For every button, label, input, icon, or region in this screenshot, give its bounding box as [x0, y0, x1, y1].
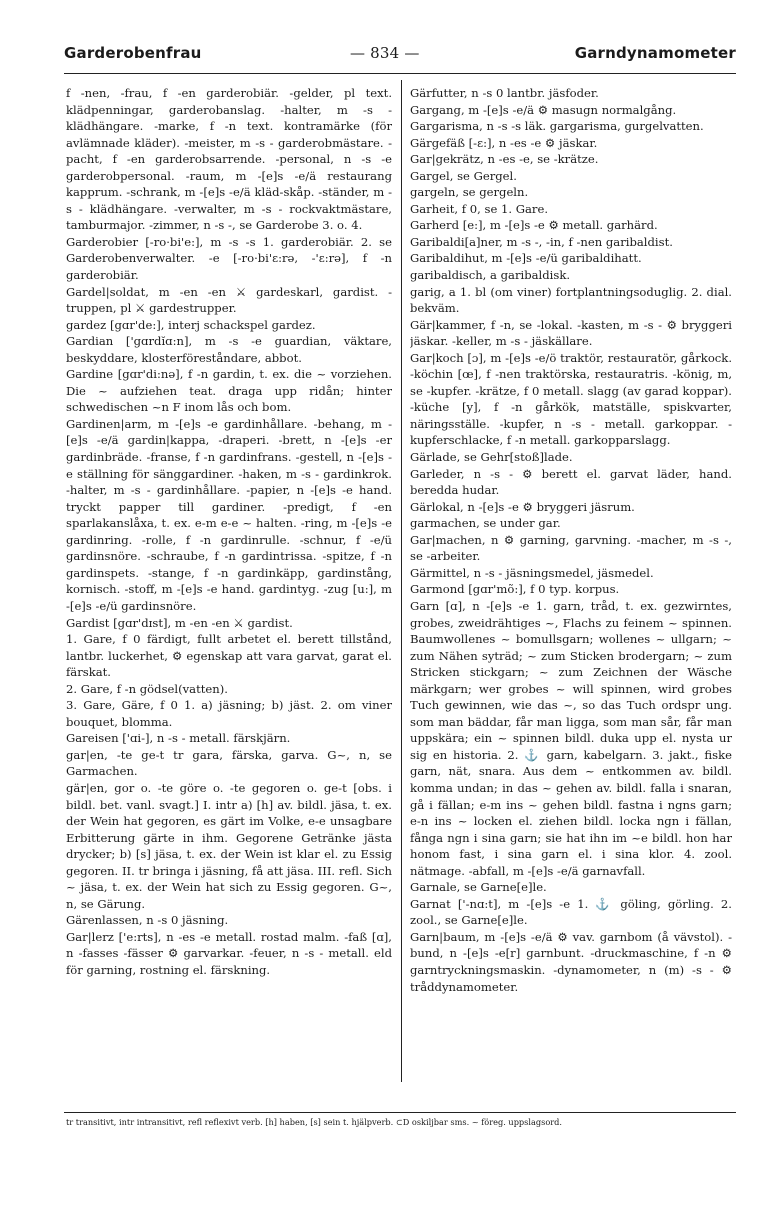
left-column	[66, 85, 392, 1085]
entry-gaerenlassen: Gärenlassen, n -s 0 jäsning.	[66, 913, 229, 928]
entry-garmond: Garmond [gɑr'mõ:], f 0 typ. korpus.	[410, 582, 620, 597]
entry-garibaldihut: Garibaldihut, m -[e]s -e/ü garibaldihatt.	[410, 251, 642, 266]
entry-garn: Garn [ɑ], n -[e]s -e 1. garn, tråd, t. ex. gezwirntes, grobes, zweidrähtiges ~, Flachs zu feinem ~ spinnen. Baumwollenes ~ bomullsgarn; wollenes ~ ullgarn; ~ zum Nähen syträd; ~ zum Sticken brodergarn; ~ zum Stricken stickgarn; ~ zum Zeichnen der Wäsche märkgarn; wer grobes ~ will spinnen, wird grobes Tuch gewinnen, wie das ~, so das Tuch ordspr ung. som man bäddar, får man ligga, som man sår, får man uppskära; ein ~ spinnen bildl. duka upp el. nysta ur sig en historia. 2. ⚓ garn, kabelgarn. 3. jakt., fiske garn, nät, snara. Aus dem ~ entkommen av. bildl. komma undan; in das ~ gehen av. bildl. falla i snaran, gå i fällan; e-m ins ~ gehen bildl. fastna i ngns garn; e-n ins ~ locken el. ziehen bildl. locka ngn i fällan, fånga ngn i sina garn; sie hat ihn im ~e bildl. hon har honom fast, i sina garn el. i sina klor. 4. zool. nätmage. -abfall, m -[e]s -e/ä garnavfall.	[410, 598, 732, 878]
entry-gargeln: gargeln, se gergeln.	[410, 185, 529, 200]
entry-gaermittel: Gärmittel, n -s - jäsningsmedel, jäsmedel.	[410, 565, 654, 580]
entry-gargekraetz: Gar|gekrätz, n -es -e, se -krätze.	[410, 152, 599, 167]
footer-rule	[64, 1112, 736, 1113]
entry-garderobe-compounds: f -nen, -frau, f -en garderobiär. -gelder, pl text. klädpenningar, garderobanslag. -halter, m -s - klädhängare. -marke, f -n text. kontramärke (för avlämnade kläder). -meister, m -s - garderobmästare. -pacht, f -en garderobsarrende. -personal, n -s -e garderobpersonal. -raum, m -[e]s -e/ä restaurang kapprum. -schrank, m -[e]s -e/ä kläd-skåp. -ständer, m -s - klädhängare. -verwalter, m -s - rockvaktmästare, tamburmajor. -zimmer, n -s -, se Garderobe 3. o. 4.	[66, 86, 392, 233]
entry-garnbaum: Garn|baum, m -[e]s -e/ä ⚙ vav. garnbom (å vävstol). -bund, n -[e]s -e[r] garnbunt. -druckmaschine, f -n ⚙ garntryckningsmaskin. -dynamometer, n (m) -s - ⚙ tråddynamometer.	[410, 929, 732, 994]
entry-garherd: Garherd [e:], m -[e]s -e ⚙ metall. garhärd.	[410, 218, 658, 233]
entry-gardian: Gardian ['gɑrdĭɑ:n], m -s -e guardian, väktare, beskyddare, klosterföreståndare, abbot.	[66, 334, 392, 365]
entry-garmachen-verb: garmachen, se under gar.	[410, 516, 561, 531]
entry-gargel: Gargel, se Gergel.	[410, 168, 517, 183]
right-column	[410, 85, 732, 1085]
entry-gargang: Gargang, m -[e]s -e/ä ⚙ masugn normalgång.	[410, 102, 677, 117]
page-header	[64, 44, 736, 70]
header-rule	[64, 73, 736, 74]
entry-garleder: Garleder, n -s - ⚙ berett el. garvat läder, hand. beredda hudar.	[410, 466, 732, 498]
entry-garkoch: Gar|koch [ɔ], m -[e]s -e/ö traktör, restauratör, gårkock. -köchin [œ], f -nen traktörska, restauratris. -könig, m, se -kupfer. -krätze, f 0 metall. slagg (av garad koppar). -küche [y], f -n gårkök, matställe, spiskvarter, näringsställe. -kupfer, n -s - metall. garkoppar. -kupferschlacke, f -n metall. garkopparslagg.	[410, 350, 732, 448]
entry-gaergefaess: Gärgefäß [-ε:], n -es -e ⚙ jäskar.	[410, 135, 598, 150]
entry-gardinen-compounds: Gardinen|arm, m -[e]s -e gardinhållare. -behang, m -[e]s -e/ä gardin|kappa, -draperi. -brett, n -[e]s -er gardinbräde. -franse, f -n gardinfrans. -gestell, n -[e]s -e ställning för sänggardiner. -haken, m -s - gardinkrok. -halter, m -s - gardinhållare. -papier, n -[e]s -e hand. tryckt papper till gardiner. -predigt, f -en sparlakanslåxa, t. ex. e-m e-e ~ halten. -ring, m -[e]s -e gardinring. -rolle, f -n gardinrulle. -schnur, f -e/ü gardinsnöre. -schraube, f -n gardintrissa. -spitze, f -n gardinspets. -stange, f -n gardinkäpp, gardinstång, kornisch. -stoff, m -[e]s -e hand. gardintyg. -zug [u:], m -[e]s -e/ü gardinsnöre.	[66, 416, 392, 613]
entry-garen: gar|en, -te ge-t tr gara, färska, garva. G~, n, se Garmachen.	[66, 747, 392, 779]
entry-gaeren: gär|en, gor o. -te göre o. -te gegoren o. ge-t [obs. i bildl. bet. vanl. svagt.] I. intr a) [h] av. bildl. jäsa, t. ex. der Wein hat gegoren, es gärt im Volke, e-e unsagbare Erbitterung gärte in ihm. Gegorene Getränke jästa drycker; b) [s] jäsa, t. ex. der Wein ist klar el. zu Essig gegoren. II. tr bringa i jäsning, få att jäsa. III. refl. Sich ~ jäsa, t. ex. der Wein hat sich zu Essig gegoren. G~, n, se Gärung.	[66, 780, 392, 911]
header-last-entry: Garndynamometer	[574, 44, 736, 62]
entry-garibaldisch: garibaldisch, a garibaldisk.	[410, 268, 571, 283]
entry-garerz: Gar|lerz ['e:rts], n -es -e metall. rostad malm. -faß [ɑ], n -fasses -fässer ⚙ garvarkar. -feuer, n -s - metall. eld för garning, rostning el. färskning.	[66, 929, 392, 977]
entry-gareisen: Gareisen ['ɑi-], n -s - metall. färskjärn.	[66, 731, 291, 746]
entry-gaerfutter: Gärfutter, n -s 0 lantbr. jäsfoder.	[410, 86, 599, 100]
entry-garibaldianer: Garibaldi[a]ner, m -s -, -in, f -nen garibaldist.	[410, 234, 673, 249]
entry-garnat: Garnat ['-nɑ:t], m -[e]s -e 1. ⚓ göling, görling. 2. zool., se Garne[e]le.	[410, 896, 732, 928]
entry-gare-1: 1. Gare, f 0 färdigt, fullt arbetet el. berett tillstånd, lantbr. luckerhet, ⚙ egenskap att vara garvat, garat el. färskat.	[66, 632, 392, 680]
column-divider	[401, 80, 402, 1082]
entry-garmachen-noun: Gar|machen, n ⚙ garning, garvning. -macher, m -s -, se -arbeiter.	[410, 532, 732, 564]
abbreviation-legend: tr transitivt, intr intransitivt, refl reflexivt verb. [h] haben, [s] sein t. hjälpverb. ⊂D oskiljbar sms. ~ föreg. uppslagsord.	[66, 1117, 563, 1127]
entry-gare-3: 3. Gare, Gäre, f 0 1. a) jäsning; b) jäst. 2. om viner bouquet, blomma.	[66, 698, 392, 729]
entry-gargarisma: Gargarisma, n -s -s läk. gargarisma, gurgelvatten.	[410, 119, 704, 134]
entry-gardine: Gardine [gɑr'di:nə], f -n gardin, t. ex. die ~ vorziehen. Die ~ aufziehen teat. draga upp ridån; hinter schwedischen ~n F inom lås och bom.	[66, 367, 392, 415]
entry-gaerlokal: Gärlokal, n -[e]s -e ⚙ bryggeri jäsrum.	[410, 499, 635, 514]
entry-gardesoldat: Gardel|soldat, m -en -en ⚔ gardeskarl, gardist. -truppen, pl ⚔ gardestrupper.	[66, 284, 392, 316]
entry-garheit: Garheit, f 0, se 1. Gare.	[410, 201, 549, 216]
entry-gare-2: 2. Gare, f -n gödsel(vatten).	[66, 681, 228, 696]
entry-garnale: Garnale, se Garne[e]le.	[410, 880, 547, 895]
entry-garig: garig, a 1. bl (om viner) fortplantningsoduglig. 2. dial. bekväm.	[410, 284, 732, 316]
entry-gaerlade: Gärlade, se Gehr[stoß]lade.	[410, 450, 573, 465]
entry-gardist: Gardist [gɑr'dɪst], m -en -en ⚔ gardist.	[66, 615, 293, 630]
entry-garderobier: Garderobier [-ro·bi'e:], m -s -s 1. garderobiär. 2. se Garderobenverwalter. -e [-ro·bi'ε:rə, -'ε:rə], f -n garderobiär.	[66, 234, 392, 283]
page-number: — 834 —	[350, 44, 420, 62]
entry-gardez: gardez [gɑr'de:], interj schackspel gardez.	[66, 317, 316, 332]
entry-gaerkammer: Gär|kammer, f -n, se -lokal. -kasten, m -s - ⚙ bryggeri jäskar. -keller, m -s - jäskällare.	[410, 317, 732, 349]
header-first-entry: Garderobenfrau	[64, 44, 202, 62]
